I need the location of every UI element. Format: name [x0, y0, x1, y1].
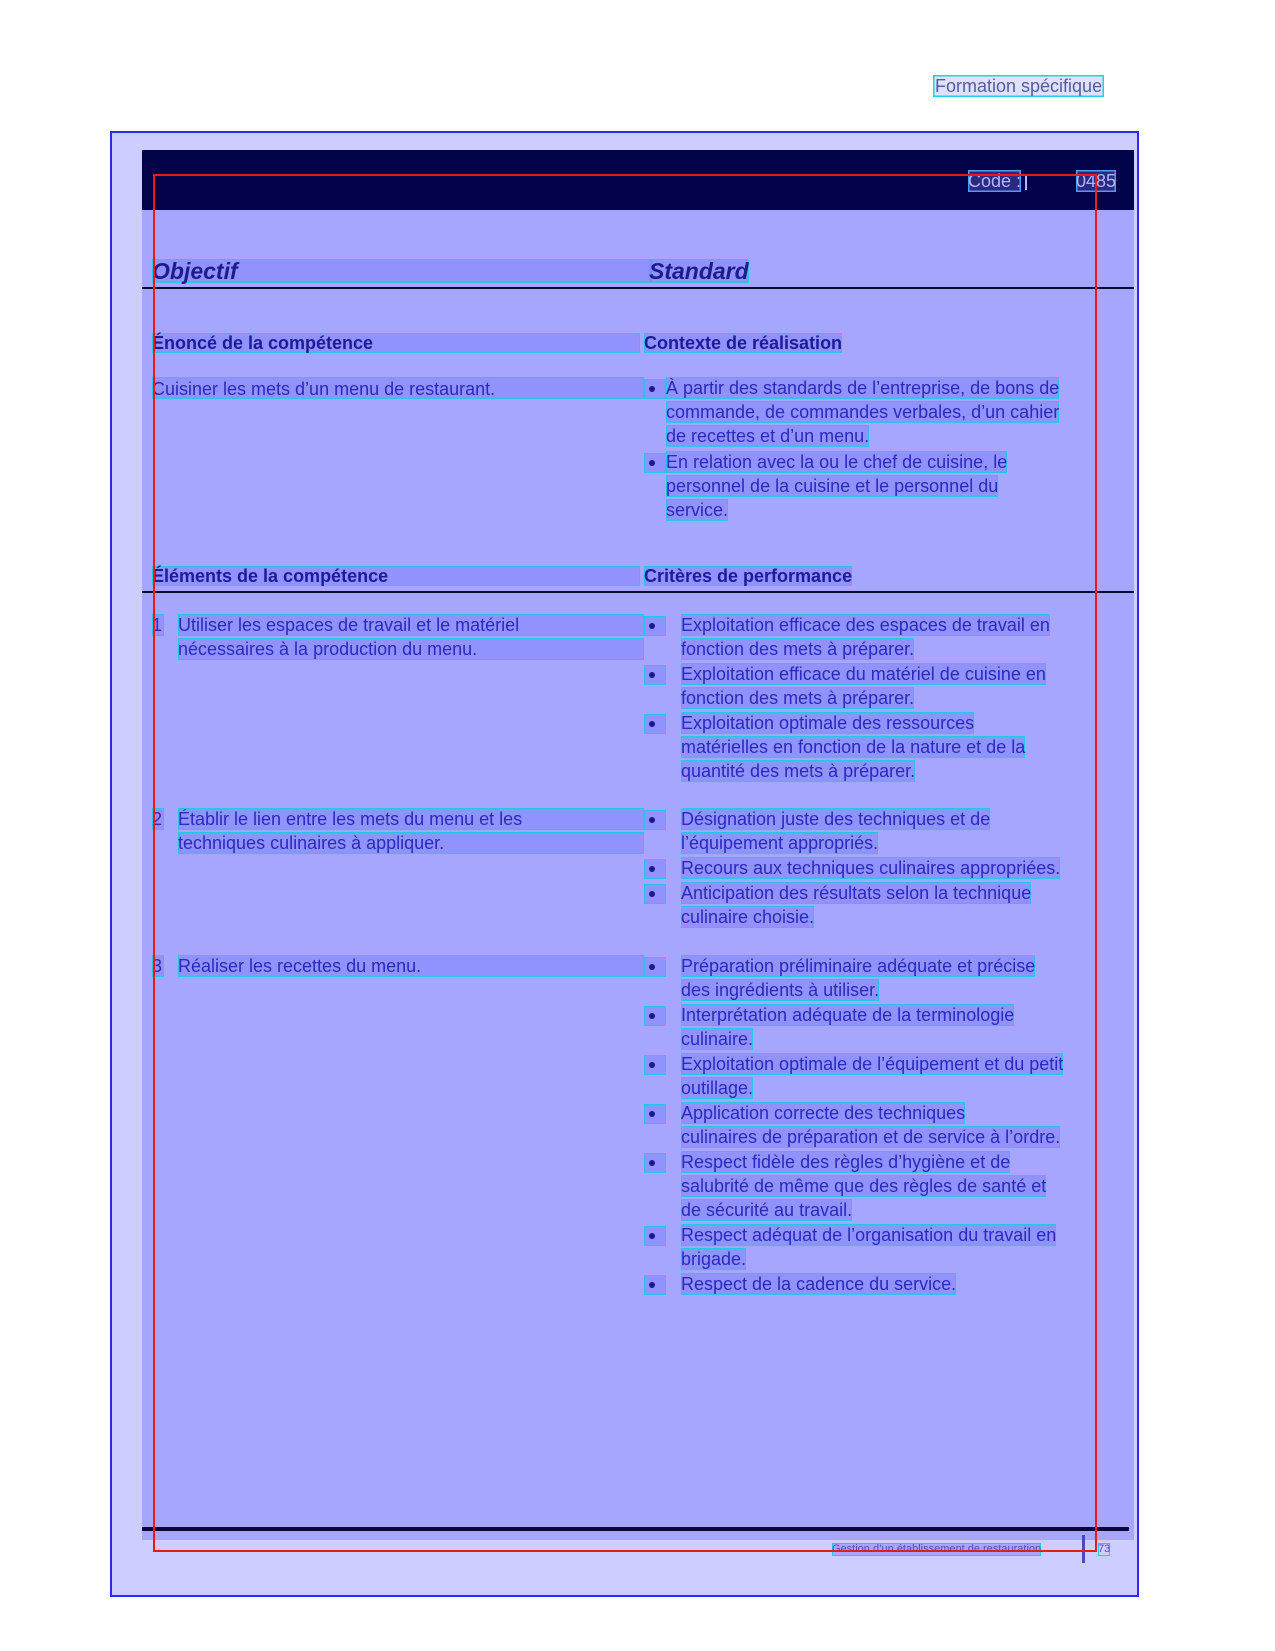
bullet-marker — [644, 1055, 666, 1075]
element-number: 3 — [152, 956, 163, 976]
bullet-line: Exploitation efficace des espaces de travail en — [681, 615, 1050, 635]
element-text: techniques culinaires à appliquer. — [178, 832, 644, 854]
element-text: Établir le lien entre les mets du menu et les — [178, 808, 644, 830]
element-text: nécessaires à la production du menu. — [178, 638, 644, 660]
bullet-line: Désignation juste des techniques et de — [681, 809, 991, 829]
bullet-line: Application correcte des techniques — [681, 1103, 966, 1123]
footer-rule — [142, 1527, 1129, 1531]
bullet-line: l’équipement appropriés. — [681, 833, 879, 853]
code-value: 0485 — [1076, 171, 1117, 191]
contexte-title: Contexte de réalisation — [644, 333, 843, 353]
bullet-line: brigade. — [681, 1249, 747, 1269]
criteria-title: Critères de performance — [644, 566, 853, 586]
bullet-marker — [644, 1226, 666, 1246]
bullet-line: outillage. — [681, 1078, 754, 1098]
element-text: Réaliser les recettes du menu. — [178, 955, 644, 977]
bullet-line: Exploitation optimale des ressources — [681, 713, 975, 733]
bullet-marker — [644, 616, 666, 636]
bullet-line: des ingrédients à utiliser. — [681, 980, 880, 1000]
footer-program-name: Gestion d’un établissement de restauration — [832, 1543, 1042, 1555]
bullet-marker — [644, 714, 666, 734]
element-number: 1 — [152, 615, 163, 635]
bullet-line: de sécurité au travail. — [681, 1200, 853, 1220]
code-label: Code : — [968, 171, 1022, 191]
bullet-marker — [644, 884, 666, 904]
bullet-line: culinaire. — [681, 1029, 754, 1049]
bullet-marker — [644, 1275, 666, 1295]
bullet-line: À partir des standards de l’entreprise, de bons de — [666, 378, 1060, 398]
bullet-line: quantité des mets à préparer. — [681, 761, 916, 781]
bullet-line: personnel de la cuisine et le personnel du — [666, 476, 999, 496]
bullet-line: En relation avec la ou le chef de cuisine, le — [666, 452, 1008, 472]
column-heading-standard: Standard — [649, 258, 749, 284]
element-text: Utiliser les espaces de travail et le matériel — [178, 614, 644, 636]
bullet-line: Exploitation optimale de l’équipement et du petit — [681, 1054, 1064, 1074]
bullet-marker — [644, 665, 666, 685]
bullet-line: de recettes et d’un menu. — [666, 426, 870, 446]
bullet-line: Interprétation adéquate de la terminologie — [681, 1005, 1015, 1025]
competence-statement: Cuisiner les mets d’un menu de restaurant. — [152, 377, 644, 399]
bullet-marker — [644, 1104, 666, 1124]
bullet-line: salubrité de même que des règles de santé et — [681, 1176, 1047, 1196]
elements-title: Éléments de la compétence — [152, 566, 640, 586]
program-label: Formation spécifique — [935, 76, 1103, 96]
bullet-line: Préparation préliminaire adéquate et précise — [681, 956, 1036, 976]
code-separator — [1025, 174, 1027, 190]
bullet-marker — [644, 810, 666, 830]
bullet-marker — [644, 1006, 666, 1026]
footer-separator — [1082, 1535, 1085, 1563]
bullet-line: Respect adéquat de l’organisation du travail en — [681, 1225, 1057, 1245]
heading-rule — [142, 287, 1134, 289]
bullet-marker — [644, 453, 666, 473]
bullet-line: service. — [666, 500, 729, 520]
column-heading-objectif: Objectif — [152, 259, 652, 283]
bullet-line: Anticipation des résultats selon la technique — [681, 883, 1032, 903]
bullet-line: fonction des mets à préparer. — [681, 688, 915, 708]
footer-page-number: 73 — [1098, 1543, 1111, 1555]
bullet-line: Respect de la cadence du service. — [681, 1274, 957, 1294]
bullet-marker — [644, 379, 666, 399]
element-number: 2 — [152, 809, 163, 829]
bullet-line: Recours aux techniques culinaires appropriées. — [681, 858, 1061, 878]
competence-title: Énoncé de la compétence — [152, 333, 640, 353]
elements-rule — [142, 591, 1134, 593]
bullet-line: Respect fidèle des règles d’hygiène et de — [681, 1152, 1011, 1172]
bullet-line: commande, de commandes verbales, d’un cahier — [666, 402, 1060, 422]
bullet-marker — [644, 859, 666, 879]
bullet-line: fonction des mets à préparer. — [681, 639, 915, 659]
bullet-line: culinaires de préparation et de service à l’ordre. — [681, 1127, 1061, 1147]
bullet-line: Exploitation efficace du matériel de cuisine en — [681, 664, 1046, 684]
bullet-marker — [644, 957, 666, 977]
bullet-marker — [644, 1153, 666, 1173]
bullet-line: culinaire choisie. — [681, 907, 815, 927]
bullet-line: matérielles en fonction de la nature et de la — [681, 737, 1026, 757]
